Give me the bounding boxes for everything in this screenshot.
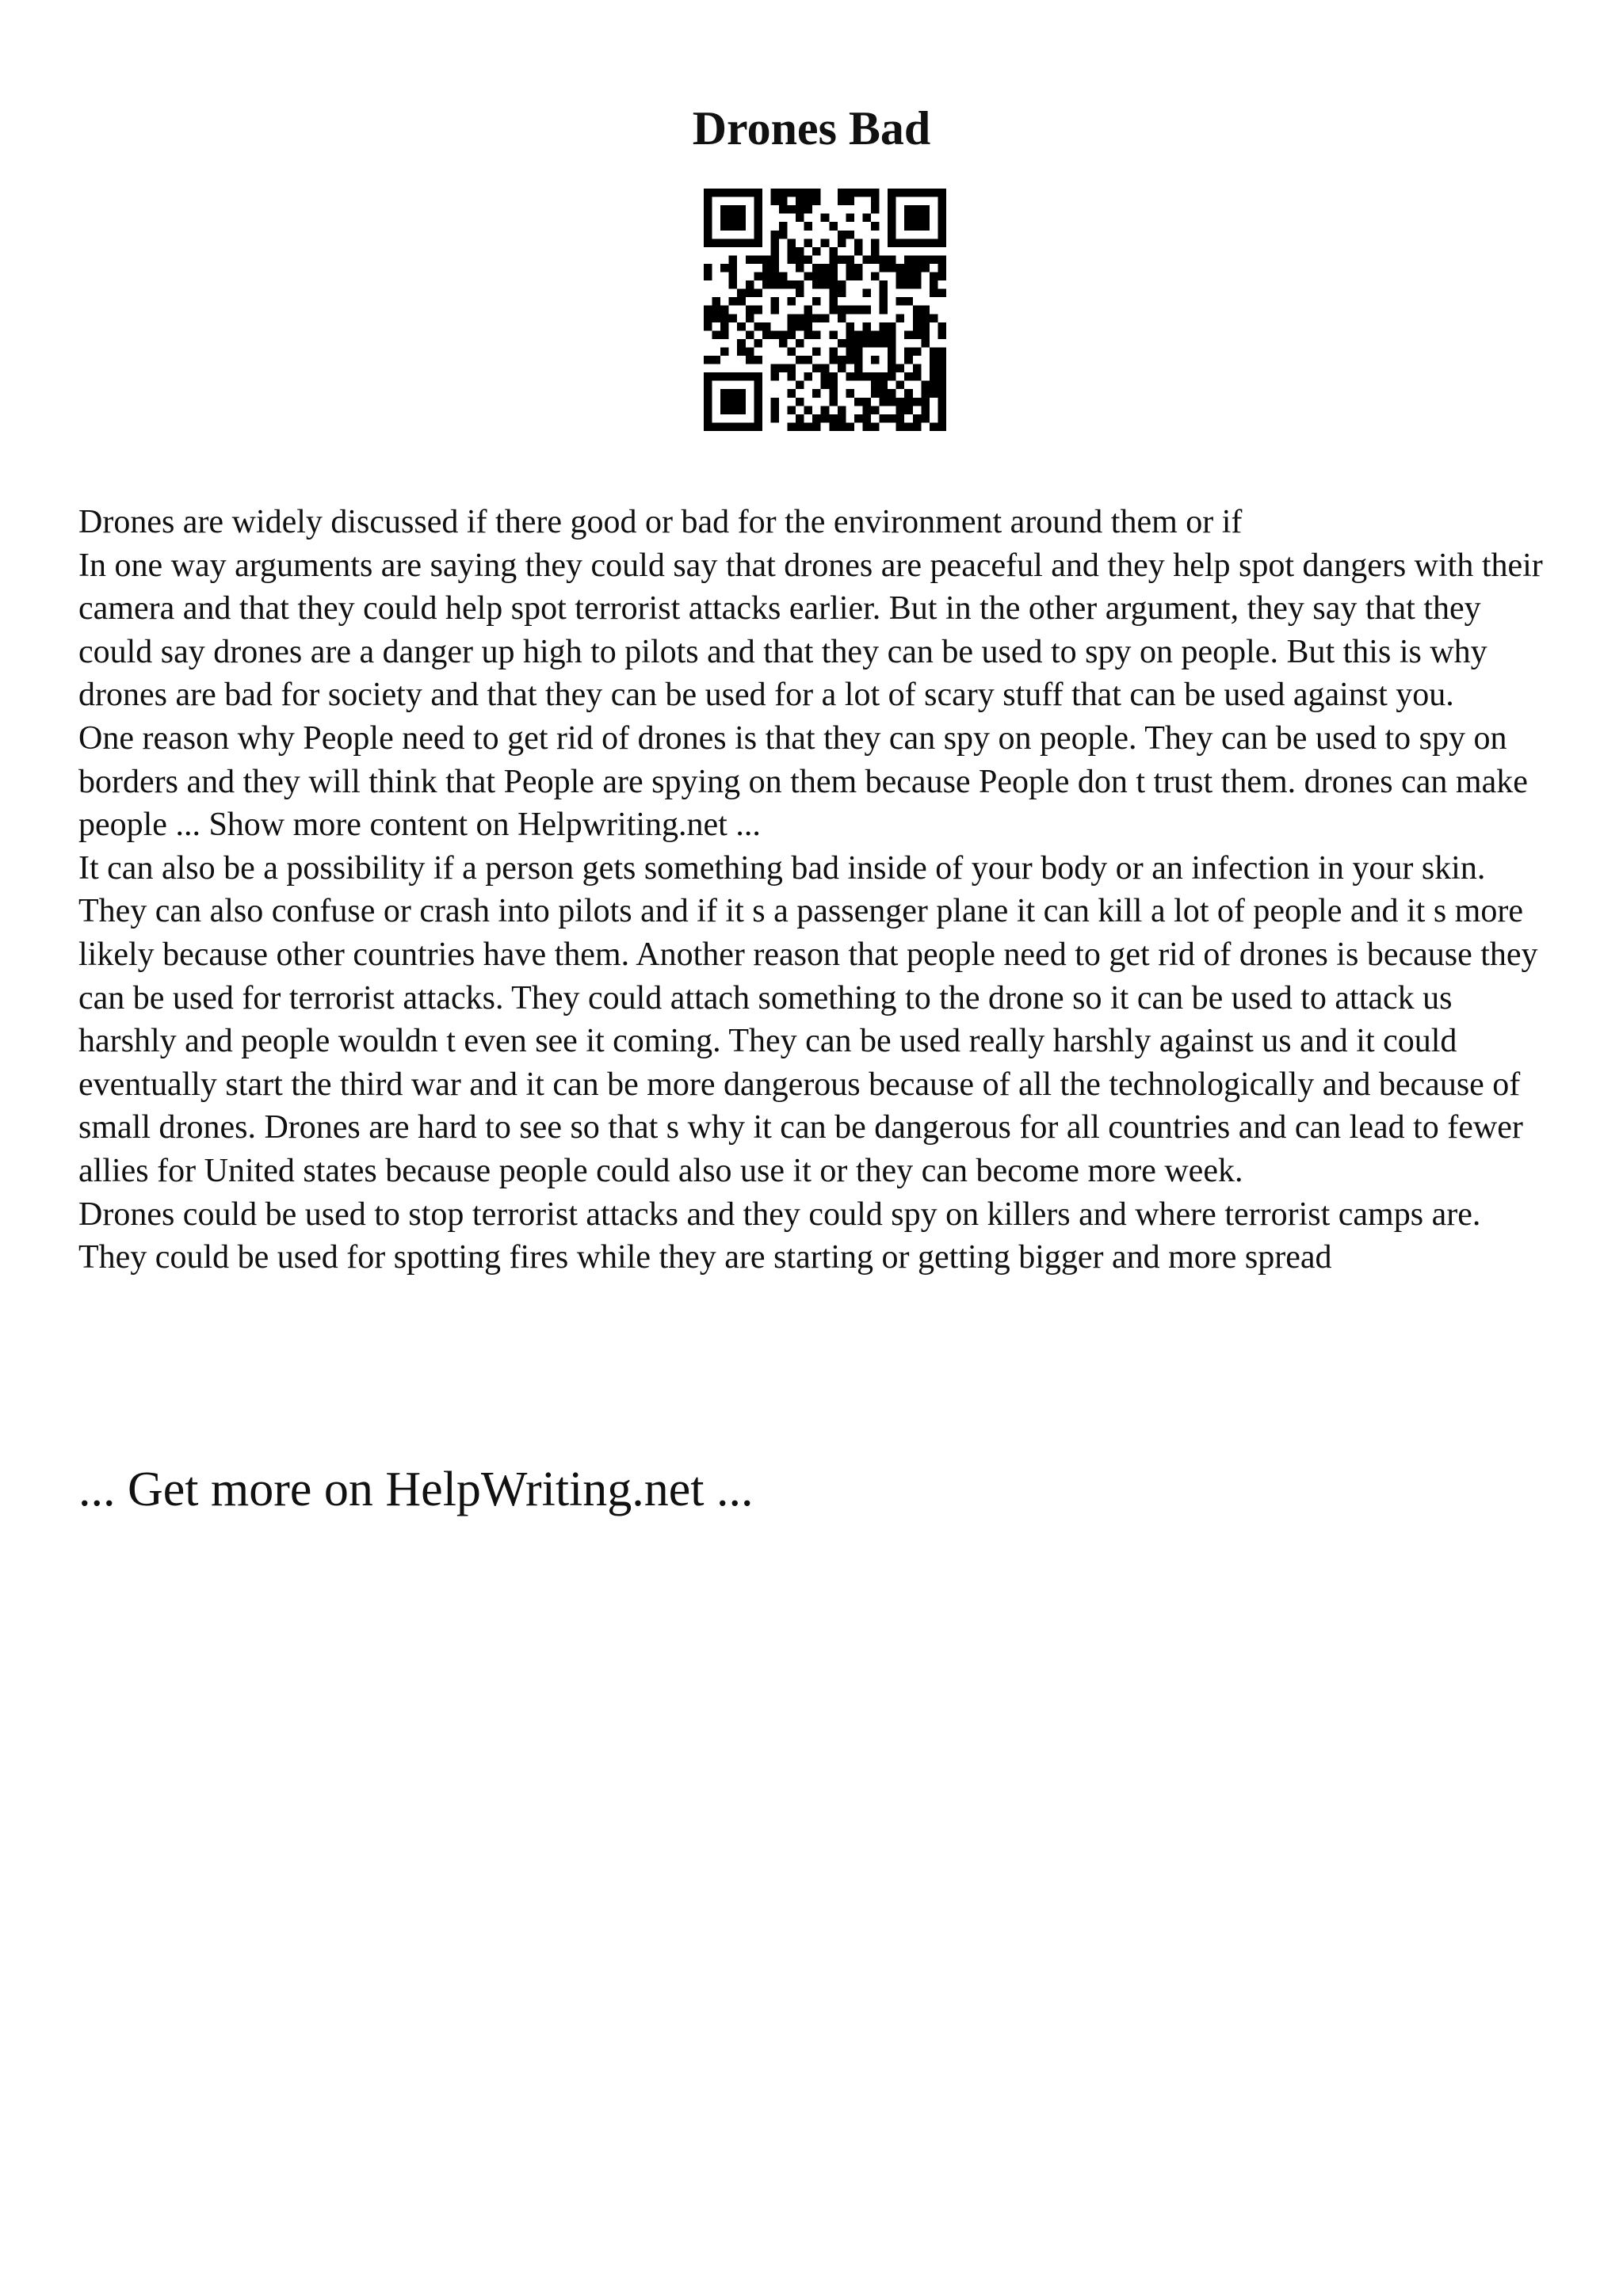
paragraph: One reason why People need to get rid of drones is that they can spy on people. They can be used to spy on borders and they will think that People are spying on them because People don t trust them. drones can make people ... Show more content on Helpwriting.net ... <box>78 719 1528 844</box>
paragraph: In one way arguments are saying they could say that drones are peaceful and they help spot dangers with their camera and that they could help spot terrorist attacks earlier. But in the other argument, they say that they could say drones are a danger up high to pilots and that they can be used to spy on people. But this is why drones are bad for society and that they can be used for a lot of scary stuff that can be used against you. <box>78 547 1543 714</box>
paragraph: Drones could be used to stop terrorist attacks and they could spy on killers and where terrorist camps are. They could be used for spotting fires while they are starting or getting bigger and more spread <box>78 1196 1481 1276</box>
paragraph: It can also be a possibility if a person gets something bad inside of your body or an infection in your skin. They can also confuse or crash into pilots and if it s a passenger plane it can kill a lot of people and it s more likely because other countries have them. Another reason that people need to get rid of drones is because they can be used for terrorist attacks. They could attach something to the drone so it can be used to attack us harshly and people wouldn t even see it coming. They can be used really harshly against us and it could eventually start the third war and it can be more dangerous because of all the technologically and because of small drones. Drones are hard to see so that s why it can be dangerous for all countries and can lead to fewer allies for United states because people could also use it or they can become more week. <box>78 849 1538 1189</box>
page-title: Drones Bad <box>692 102 931 154</box>
essay-body <box>78 501 1552 1280</box>
paragraph: Drones are widely discussed if there good or bad for the environment around them or if <box>78 504 1243 540</box>
get-more-link[interactable]: ... Get more on HelpWriting.net ... <box>78 1463 754 1516</box>
qr-code-icon <box>704 189 946 431</box>
